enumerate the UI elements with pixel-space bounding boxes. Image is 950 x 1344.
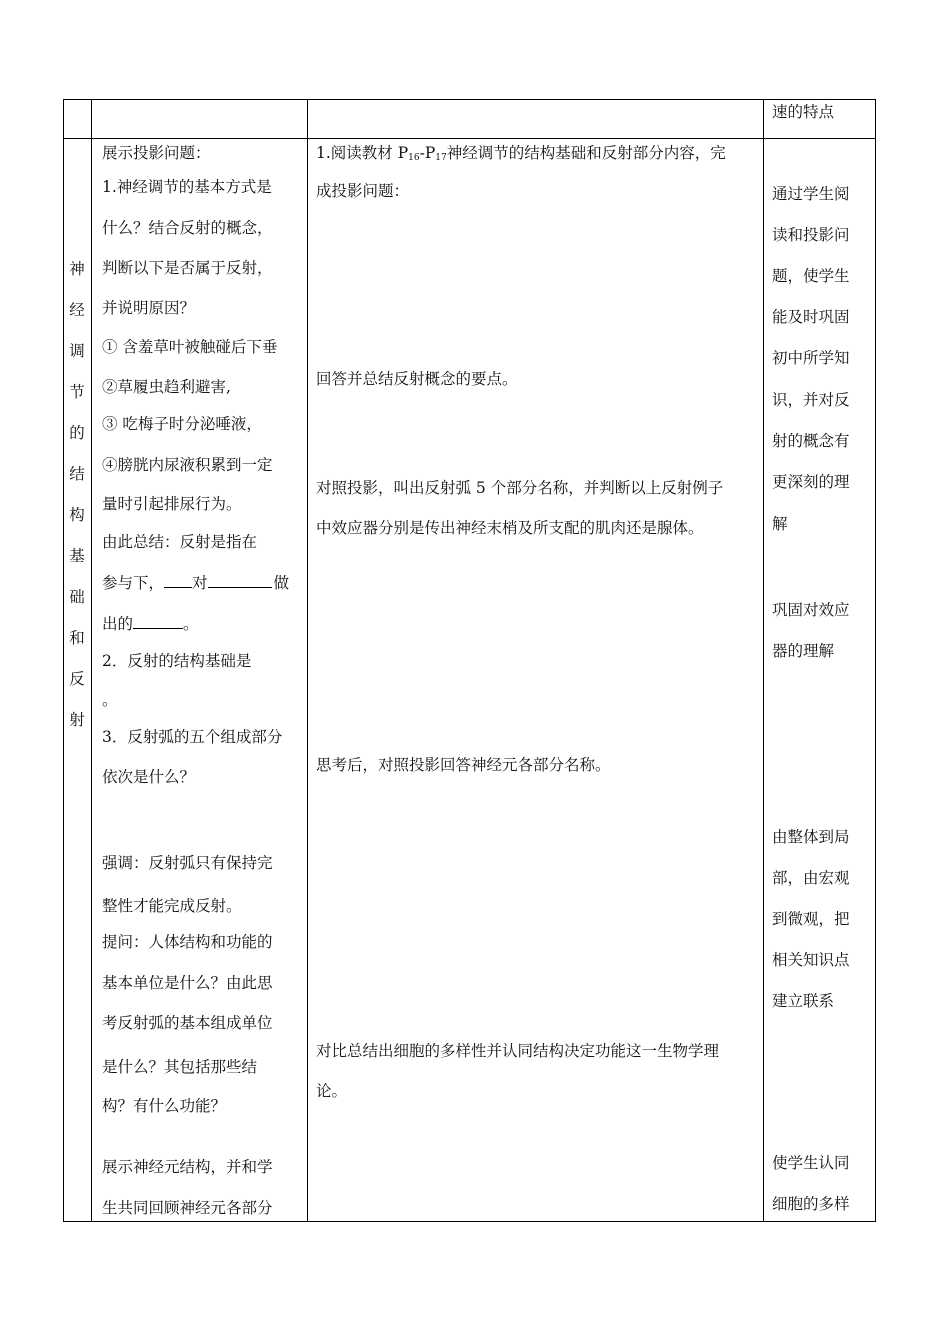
text-line: 展示投影问题： <box>102 144 211 162</box>
table-border-top <box>63 99 876 100</box>
text-line: 强调：反射弧只有保持完 <box>102 854 273 872</box>
text-line: 基本单位是什么？由此思 <box>102 974 273 992</box>
text-line: 对照投影，叫出反射弧 5 个部分名称，并判断以上反射例子 <box>316 479 724 497</box>
section-title-char: 础 <box>69 588 85 606</box>
text-line: 识，并对反 <box>772 391 850 409</box>
text-fragment: -P <box>419 144 436 162</box>
text-line: 提问：人体结构和功能的 <box>102 933 273 951</box>
section-title-char: 的 <box>69 424 85 442</box>
section-title-char: 和 <box>69 629 85 647</box>
row-divider <box>63 138 876 139</box>
text-line: 初中所学知 <box>772 349 850 367</box>
text-line: 生共同回顾神经元各部分 <box>102 1199 273 1217</box>
text-fragment: 做 <box>273 574 290 592</box>
text-fragment: 。 <box>183 615 199 633</box>
page-subscript: 17 <box>435 153 447 163</box>
blank-underline <box>164 573 192 588</box>
section-title-char: 射 <box>69 711 85 729</box>
text-line: 2．反射的结构基础是 <box>102 652 252 670</box>
section-title-char: 反 <box>69 670 85 688</box>
text-line: 论。 <box>316 1082 348 1100</box>
text-line: 1.神经调节的基本方式是 <box>102 178 272 196</box>
text-line: 由整体到局 <box>772 828 850 846</box>
section-title-char: 神 <box>69 260 85 278</box>
column-divider-2 <box>307 99 308 1222</box>
text-line: 器的理解 <box>772 642 835 660</box>
page-subscript: 16 <box>408 153 420 163</box>
text-line: 使学生认同 <box>772 1154 850 1172</box>
text-line: 相关知识点 <box>772 951 850 969</box>
text-line: 回答并总结反射概念的要点。 <box>316 370 518 388</box>
text-line: 量时引起排尿行为。 <box>102 495 242 513</box>
row1-col4-text: 速的特点 <box>772 103 835 121</box>
column-divider-3 <box>763 99 764 1222</box>
section-title-char: 结 <box>69 465 85 483</box>
text-line: ③ 吃梅子时分泌唾液， <box>102 415 262 433</box>
text-line: 建立联系 <box>772 992 835 1010</box>
text-line: 是什么？其包括那些结 <box>102 1058 258 1076</box>
text-line: 并说明原因？ <box>102 299 196 317</box>
text-line: 对比总结出细胞的多样性并认同结构决定功能这一生物学理 <box>316 1042 720 1060</box>
table-border-right <box>875 99 876 1222</box>
text-line: ②草履虫趋利避害, <box>102 378 231 396</box>
text-line: 构？有什么功能？ <box>102 1097 227 1115</box>
section-title-char: 节 <box>69 383 85 401</box>
text-line: 。 <box>102 691 118 709</box>
text-line: 到微观，把 <box>772 910 850 928</box>
text-line: 成投影问题： <box>316 182 410 200</box>
text-line: 由此总结：反射是指在 <box>102 533 258 551</box>
reading-instruction <box>316 143 726 168</box>
text-line: 巩固对效应 <box>772 601 850 619</box>
text-line: 解 <box>772 515 788 533</box>
text-line: 整性才能完成反射。 <box>102 897 242 915</box>
table-border-bottom <box>63 1221 876 1222</box>
text-line: 部，由宏观 <box>772 869 850 887</box>
text-line: 更深刻的理 <box>772 473 850 491</box>
text-line: 考反射弧的基本组成单位 <box>102 1014 273 1032</box>
text-line: 细胞的多样 <box>772 1195 850 1213</box>
text-fragment: 神经调节的结构基础和反射部分内容，完 <box>446 144 726 162</box>
text-line: 射的概念有 <box>772 432 850 450</box>
text-line: 题，使学生 <box>772 267 850 285</box>
fill-in-line <box>102 614 199 634</box>
text-line: 什么？结合反射的概念， <box>102 219 273 237</box>
text-line: ④膀胱内尿液积累到一定 <box>102 456 273 474</box>
text-fragment: 1.阅读教材 P <box>316 144 409 162</box>
column-divider-1 <box>91 99 92 1222</box>
text-line: 中效应器分别是传出神经末梢及所支配的肌肉还是腺体。 <box>316 519 704 537</box>
text-line: 通过学生阅 <box>772 185 850 203</box>
fill-in-line <box>102 573 289 593</box>
text-line: 展示神经元结构，并和学 <box>102 1158 273 1176</box>
text-line: 依次是什么？ <box>102 768 196 786</box>
text-line: 能及时巩固 <box>772 308 850 326</box>
section-title-char: 构 <box>69 506 85 524</box>
section-title-char: 调 <box>69 342 85 360</box>
text-line: 思考后，对照投影回答神经元各部分名称。 <box>316 756 611 774</box>
text-line: 3．反射弧的五个组成部分 <box>102 728 283 746</box>
blank-underline <box>208 573 272 588</box>
text-fragment: 出的 <box>102 615 134 633</box>
table-border-left <box>63 99 64 1222</box>
text-line: 读和投影问 <box>772 226 850 244</box>
text-fragment: 对 <box>192 574 208 592</box>
section-title-char: 经 <box>69 301 85 319</box>
text-line: 判断以下是否属于反射， <box>102 259 273 277</box>
blank-underline <box>133 614 183 629</box>
text-fragment: 参与下， <box>102 574 165 592</box>
text-line: ① 含羞草叶被触碰后下垂 <box>102 338 278 356</box>
section-title-char: 基 <box>69 547 85 565</box>
